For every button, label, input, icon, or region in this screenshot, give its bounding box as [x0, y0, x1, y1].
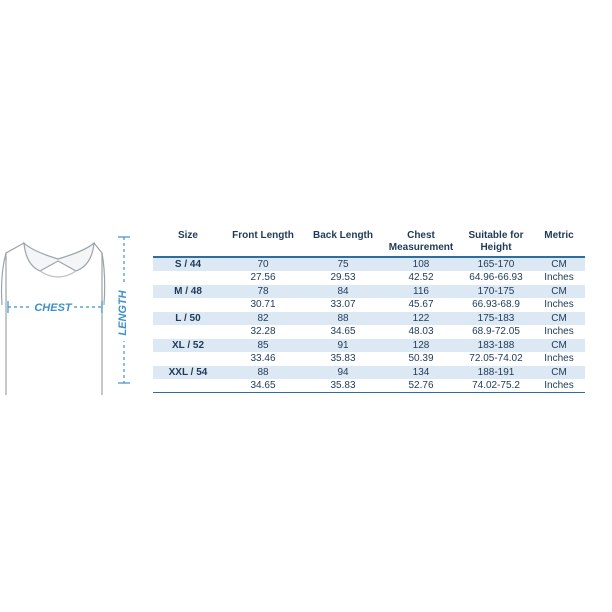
chest-cell: 50.39	[383, 352, 459, 366]
table-row	[153, 379, 585, 393]
chest-label: CHEST	[34, 302, 72, 314]
table-row	[153, 285, 585, 299]
metric-cell: Inches	[533, 298, 585, 312]
metric-cell: Inches	[533, 352, 585, 366]
height-cell: 64.96-66.93	[459, 271, 533, 285]
table-row	[153, 298, 585, 312]
height-cell: 66.93-68.9	[459, 298, 533, 312]
back-length-cell: 94	[303, 366, 383, 380]
metric-cell: Inches	[533, 325, 585, 339]
metric-cell: CM	[533, 366, 585, 380]
height-cell: 183-188	[459, 339, 533, 353]
header-suitable-height	[459, 228, 533, 257]
table-row	[153, 257, 585, 271]
back-length-cell: 29.53	[303, 271, 383, 285]
size-cell-empty	[153, 298, 223, 312]
height-cell: 68.9-72.05	[459, 325, 533, 339]
table-row	[153, 271, 585, 285]
chest-cell: 45.67	[383, 298, 459, 312]
back-length-cell: 84	[303, 285, 383, 299]
size-chart-table	[153, 228, 585, 393]
table-row	[153, 325, 585, 339]
table-row	[153, 366, 585, 380]
metric-cell: CM	[533, 312, 585, 326]
metric-cell: Inches	[533, 271, 585, 285]
header-size: Size	[153, 228, 223, 257]
size-cell: XL / 52	[153, 339, 223, 353]
size-cell: L / 50	[153, 312, 223, 326]
chest-cell: 108	[383, 257, 459, 271]
chest-cell: 134	[383, 366, 459, 380]
chest-cell: 116	[383, 285, 459, 299]
back-length-cell: 35.83	[303, 352, 383, 366]
metric-cell: CM	[533, 339, 585, 353]
size-cell: S / 44	[153, 257, 223, 271]
front-length-cell: 30.71	[223, 298, 303, 312]
length-label: LENGTH	[117, 290, 129, 336]
back-length-cell: 35.83	[303, 379, 383, 393]
size-cell-empty	[153, 325, 223, 339]
height-cell: 165-170	[459, 257, 533, 271]
header-height-line2: Height	[480, 242, 512, 253]
chest-cell: 48.03	[383, 325, 459, 339]
front-length-cell: 88	[223, 366, 303, 380]
header-chest-line2: Measurement	[388, 242, 454, 253]
back-length-cell: 75	[303, 257, 383, 271]
chest-cell: 128	[383, 339, 459, 353]
height-cell: 170-175	[459, 285, 533, 299]
size-cell-empty	[153, 271, 223, 285]
front-length-cell: 82	[223, 312, 303, 326]
back-length-cell: 91	[303, 339, 383, 353]
front-length-cell: 78	[223, 285, 303, 299]
header-chest-measurement	[383, 228, 459, 257]
header-back-length: Back Length	[303, 228, 383, 257]
front-length-cell: 27.56	[223, 271, 303, 285]
chest-cell: 122	[383, 312, 459, 326]
front-length-cell: 34.65	[223, 379, 303, 393]
header-height-line1: Suitable for	[468, 230, 524, 241]
back-length-cell: 34.65	[303, 325, 383, 339]
back-length-cell: 88	[303, 312, 383, 326]
jersey-outline-icon	[2, 243, 105, 395]
table-row	[153, 339, 585, 353]
chest-cell: 42.52	[383, 271, 459, 285]
front-length-cell: 85	[223, 339, 303, 353]
table-row	[153, 352, 585, 366]
size-cell: XXL / 54	[153, 366, 223, 380]
header-chest-line1: Chest	[407, 230, 435, 241]
front-length-cell: 70	[223, 257, 303, 271]
metric-cell: CM	[533, 285, 585, 299]
table-header-row	[153, 228, 585, 257]
height-cell: 74.02-75.2	[459, 379, 533, 393]
table-row	[153, 312, 585, 326]
front-length-cell: 32.28	[223, 325, 303, 339]
front-length-cell: 33.46	[223, 352, 303, 366]
back-length-cell: 33.07	[303, 298, 383, 312]
chest-cell: 52.76	[383, 379, 459, 393]
height-cell: 72.05-74.02	[459, 352, 533, 366]
height-cell: 188-191	[459, 366, 533, 380]
jersey-measurement-diagram	[0, 225, 140, 395]
size-cell-empty	[153, 352, 223, 366]
size-cell: M / 48	[153, 285, 223, 299]
header-front-length: Front Length	[223, 228, 303, 257]
height-cell: 175-183	[459, 312, 533, 326]
size-cell-empty	[153, 379, 223, 393]
metric-cell: CM	[533, 257, 585, 271]
metric-cell: Inches	[533, 379, 585, 393]
header-metric: Metric	[533, 228, 585, 257]
